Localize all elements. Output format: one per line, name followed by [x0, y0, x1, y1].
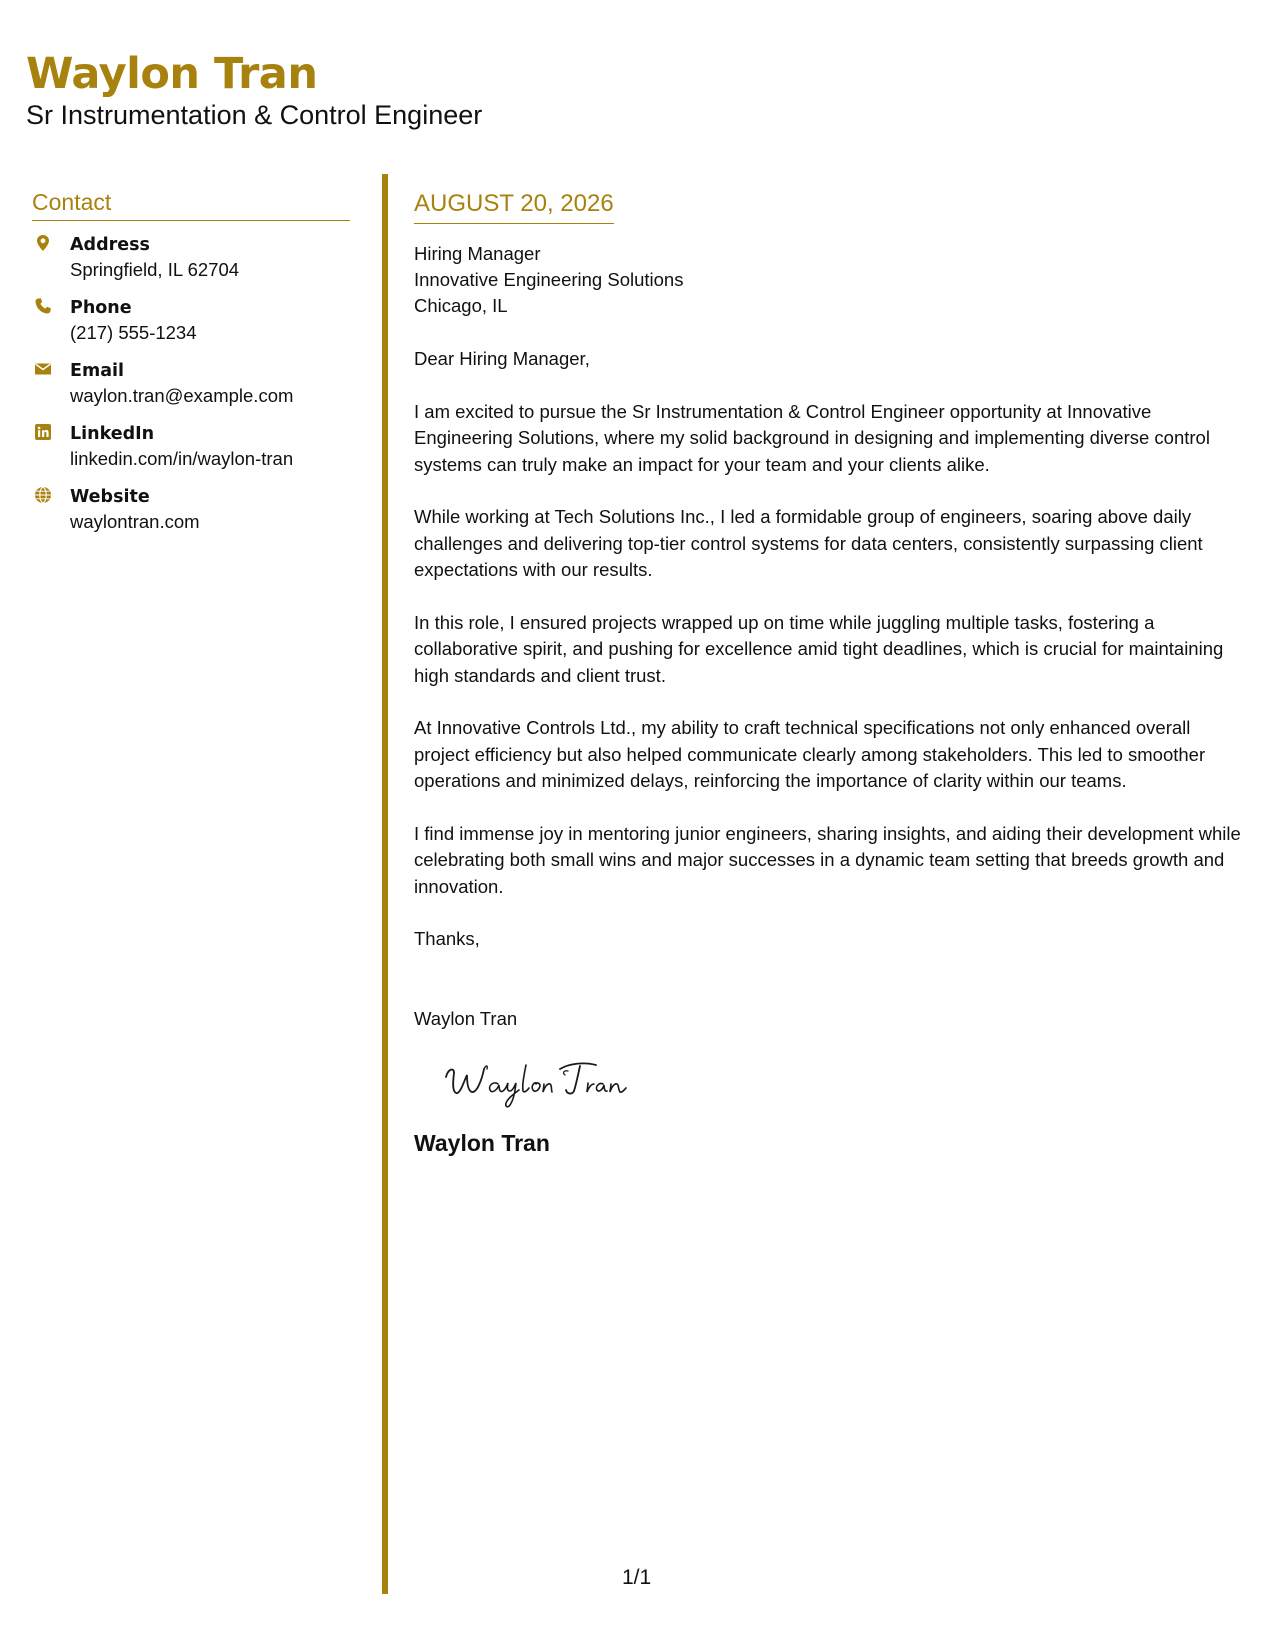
contact-label: Phone: [70, 298, 132, 318]
vertical-divider: [382, 174, 388, 1594]
contact-item-linkedin: [32, 422, 350, 485]
candidate-title: Sr Instrumentation & Control Engineer: [26, 100, 483, 130]
contact-label: Email: [70, 361, 124, 381]
contact-item-phone: [32, 296, 350, 359]
letter-paragraph: In this role, I ensured projects wrapped up on time while juggling multiple tasks, fostering a collaborative spirit, and pushing for excellence amid tight deadlines, which is crucial for maintaining high standards and client trust.: [414, 611, 1224, 686]
candidate-name: Waylon Tran: [26, 49, 318, 99]
letter-paragraph: I am excited to pursue the Sr Instrumentation & Control Engineer opportunity at Innovative Engineering Solutions, where my solid background in designing and implementing diverse control systems can truly make an impact for your team and your clients alike.: [414, 400, 1210, 475]
letter-paragraph: At Innovative Controls Ltd., my ability to craft technical specifications not only enhanced overall project efficiency but also helped communicate clearly among stakeholders. This led to smoother operations and minimized delays, reinforcing the importance of clarity within our teams.: [414, 717, 1206, 791]
salutation: Dear Hiring Manager,: [414, 348, 590, 369]
recipient-line: Hiring Manager: [414, 243, 541, 264]
contact-value-website[interactable]: waylontran.com: [70, 511, 200, 532]
handwritten-signature: [440, 1057, 660, 1111]
recipient-line: Innovative Engineering Solutions: [414, 269, 684, 290]
phone-icon: [34, 297, 52, 315]
envelope-icon: [34, 360, 52, 378]
contact-list: [32, 233, 350, 548]
contact-heading: Contact: [32, 188, 350, 221]
globe-icon: [34, 486, 52, 504]
letter-paragraph: I find immense joy in mentoring junior engineers, sharing insights, and aiding their development while celebrating both small wins and major successes in a dynamic team setting that breeds growth and innovation.: [414, 822, 1241, 897]
linkedin-icon: [34, 423, 52, 441]
closing: Thanks,: [414, 928, 480, 949]
letter-date: AUGUST 20, 2026: [414, 190, 614, 217]
signoff-name: Waylon Tran: [414, 1007, 518, 1029]
contact-sidebar: [32, 188, 350, 548]
contact-value-email[interactable]: waylon.tran@example.com: [70, 385, 294, 406]
location-pin-icon: [34, 234, 52, 252]
recipient-line: Chicago, IL: [414, 295, 508, 316]
contact-label: LinkedIn: [70, 424, 155, 444]
contact-item-website: [32, 485, 350, 548]
signature-name-bold: Waylon Tran: [414, 1130, 550, 1156]
recipient-block: [414, 241, 1244, 319]
resume-header: [26, 48, 482, 132]
contact-value-linkedin[interactable]: linkedin.com/in/waylon-tran: [70, 448, 294, 469]
date-block: [414, 188, 614, 224]
cover-letter-body: [414, 188, 1244, 1158]
contact-value-phone: (217) 555-1234: [70, 322, 197, 343]
contact-label: Address: [70, 235, 150, 255]
page-number: 1/1: [622, 1566, 652, 1589]
contact-value-address: Springfield, IL 62704: [70, 259, 240, 280]
contact-item-address: [32, 233, 350, 296]
contact-item-email: [32, 359, 350, 422]
contact-label: Website: [70, 487, 150, 507]
letter-paragraph: While working at Tech Solutions Inc., I led a formidable group of engineers, soaring above daily challenges and delivering top-tier control systems for data centers, consistently surpassing client expectations with our results.: [414, 506, 1203, 580]
